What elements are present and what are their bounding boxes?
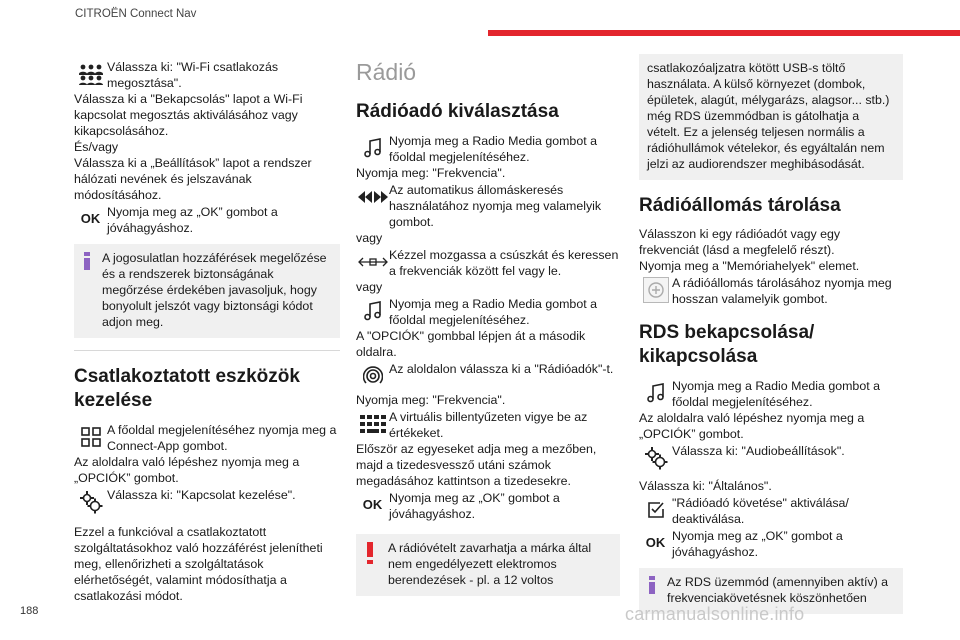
apps-grid-icon (74, 421, 107, 453)
paragraph: vagy (356, 280, 383, 294)
kapcsolat-text: Válassza ki: "Kapcsolat kezelése". (107, 488, 296, 502)
paragraph: És/vagy (74, 140, 119, 154)
preset-row (639, 274, 903, 307)
section-title: Rádióállomás tárolása (639, 195, 841, 216)
keyboard-icon (356, 408, 389, 440)
ok-row-text: Nyomja meg az „OK” gombot a jóváhagyáshoz. (107, 205, 278, 235)
ok-row-text: Nyomja meg az „OK” gombot a jóváhagyáshoz. (389, 491, 560, 521)
checkbox-icon (639, 494, 672, 526)
continued-note-text: csatlakozóaljzatra kötött USB-s töltő használata. A külső környezet (dombok, épületek, alagút, mélygarázs, alagsor... stb.) még RDS üzemmódban is gátolhatja a vételt. Ez a jelenség teljesen normális a rádióhullámok vételekor, és egyáltalán nem jelzi az audiorendszer meghibásodását. (647, 61, 890, 171)
audio-settings-row (639, 442, 903, 474)
warning-note-text: A rádióvételt zavarhatja a márka által nem engedélyezett elektromos berendezések - pl. a 12 voltos (388, 541, 592, 587)
section-title: RDS bekapcsolása/ kikapcsolása (639, 322, 815, 367)
divider (74, 350, 340, 351)
info-icon (649, 576, 655, 594)
seek-row (356, 181, 620, 230)
slider-text: Kézzel mozgassa a csúszkát és keressen a frekvenciák között fel vagy le. (389, 248, 619, 278)
info-note-text: Az RDS üzemmód (amennyiben aktív) a frekvenciakövetésnek köszönhetően (667, 575, 889, 605)
info-note (74, 244, 340, 338)
paragraph: Az aloldalra való lépéshez nyomja meg a „OPCIÓK” gombot. (639, 411, 865, 441)
paragraph: Először az egyeseket adja meg a mezőben, majd a tizedesvessző utáni számok megadásához kattintson a tizedesekre. (356, 442, 597, 488)
ok-icon: OK (645, 535, 666, 550)
paragraph: Válassza ki a "Bekapcsolás" lapot a Wi-Fi kapcsolat megosztás aktiválásához vagy kikapcsolásához. (74, 92, 303, 138)
radio-media-row (356, 295, 620, 328)
ok-row (74, 203, 340, 236)
seek-text: Az automatikus állomáskeresés használatához nyomja meg valamelyik gombot. (389, 183, 602, 229)
slider-arrows-icon (356, 246, 389, 278)
section-title: Rádióadó kiválasztása (356, 101, 559, 122)
ok-row (356, 489, 620, 522)
column-3 (639, 54, 903, 622)
radio-signal-icon (356, 360, 389, 392)
page-number: 188 (20, 605, 39, 617)
preset-text: A rádióállomás tárolásához nyomja meg hosszan valamelyik gombot. (672, 276, 892, 306)
kapcsolat-row (74, 486, 340, 518)
keyboard-text: A virtuális billentyűzeten vigye be az értékeket. (389, 410, 588, 440)
ok-icon: OK (80, 211, 101, 226)
paragraph: Nyomja meg: "Frekvencia". (356, 166, 506, 180)
paragraph: Válassza ki a „Beállítások” lapot a rendszer hálózati nevének és jelszavának módosításához. (74, 156, 312, 202)
radio-media-text: Nyomja meg a Radio Media gombot a főoldal megjelenítéséhez. (389, 134, 597, 164)
info-icon (84, 252, 90, 270)
radio-media-text: Nyomja meg a Radio Media gombot a főoldal megjelenítéséhez. (672, 379, 880, 409)
users-icon (74, 58, 107, 90)
warning-icon (366, 542, 374, 564)
info-note-text: A jogosulatlan hozzáférések megelőzése és a rendszerek biztonságának megőrzése érdekében javasoljuk, hogy bonyolult jelszót vagy biztonsági kódot adjon meg. (102, 251, 327, 329)
chapter-title: Rádió (356, 59, 417, 85)
radio-stations-row (356, 360, 620, 392)
paragraph: Nyomja meg a "Memóriahelyek" elemet. (639, 259, 860, 273)
column-2 (356, 58, 620, 604)
seek-arrows-icon (356, 181, 389, 213)
ok-icon: OK (362, 497, 383, 512)
paragraph: Az aloldalra való lépéshez nyomja meg a „OPCIÓK” gombot. (74, 455, 300, 485)
connect-app-text: A főoldal megjelenítéséhez nyomja meg a Connect-App gombot. (107, 423, 337, 453)
paragraph: A "OPCIÓK" gombbal lépjen át a második oldalra. (356, 329, 586, 359)
section-title: Csatlakoztatott eszközök kezelése (74, 366, 300, 411)
radio-media-row (356, 132, 620, 165)
follow-row (639, 494, 903, 527)
settings-gears-icon (74, 486, 107, 518)
music-note-icon (356, 132, 389, 164)
keyboard-row (356, 408, 620, 441)
ok-row (639, 527, 903, 560)
warning-note (356, 534, 620, 596)
paragraph: vagy (356, 231, 383, 245)
add-preset-icon (639, 274, 672, 306)
radio-media-text: Nyomja meg a Radio Media gombot a főoldal megjelenítéséhez. (389, 297, 597, 327)
paragraph: Nyomja meg: "Frekvencia". (356, 393, 506, 407)
follow-text: "Rádióadó követése" aktiválása/ deaktiválása. (672, 496, 849, 526)
paragraph: Válasszon ki egy rádióadót vagy egy frekvenciát (lásd a megfelelő részt). (639, 227, 841, 257)
paragraph: Ezzel a funkcióval a csatlakoztatott szolgáltatásokhoz való hozzáférést jelenítheti meg, ellenőrizheti a szolgáltatások elérhetőségét, valamint módosíthatja a csatlakozási módot. (74, 525, 323, 603)
continued-warning-note (639, 54, 903, 180)
page-header-title: CITROËN Connect Nav (75, 8, 197, 20)
audio-settings-text: Válassza ki: "Audiobeállítások". (672, 444, 845, 458)
watermark: carmanualsonline.info (625, 604, 805, 624)
header-accent-bar (488, 30, 960, 36)
wifi-share-text: Válassza ki: "Wi-Fi csatlakozás megosztása". (107, 60, 279, 90)
wifi-share-row (74, 58, 340, 91)
settings-gears-icon (639, 442, 672, 474)
column-1 (74, 58, 340, 604)
music-note-icon (639, 377, 672, 409)
paragraph: Válassza ki: "Általános". (639, 479, 772, 493)
radio-media-row (639, 377, 903, 410)
radio-stations-text: Az aloldalon válassza ki a "Rádióadók"-t. (389, 362, 614, 376)
music-note-icon (356, 295, 389, 327)
ok-row-text: Nyomja meg az „OK” gombot a jóváhagyáshoz. (672, 529, 843, 559)
slider-row (356, 246, 620, 279)
connect-app-row (74, 421, 340, 454)
